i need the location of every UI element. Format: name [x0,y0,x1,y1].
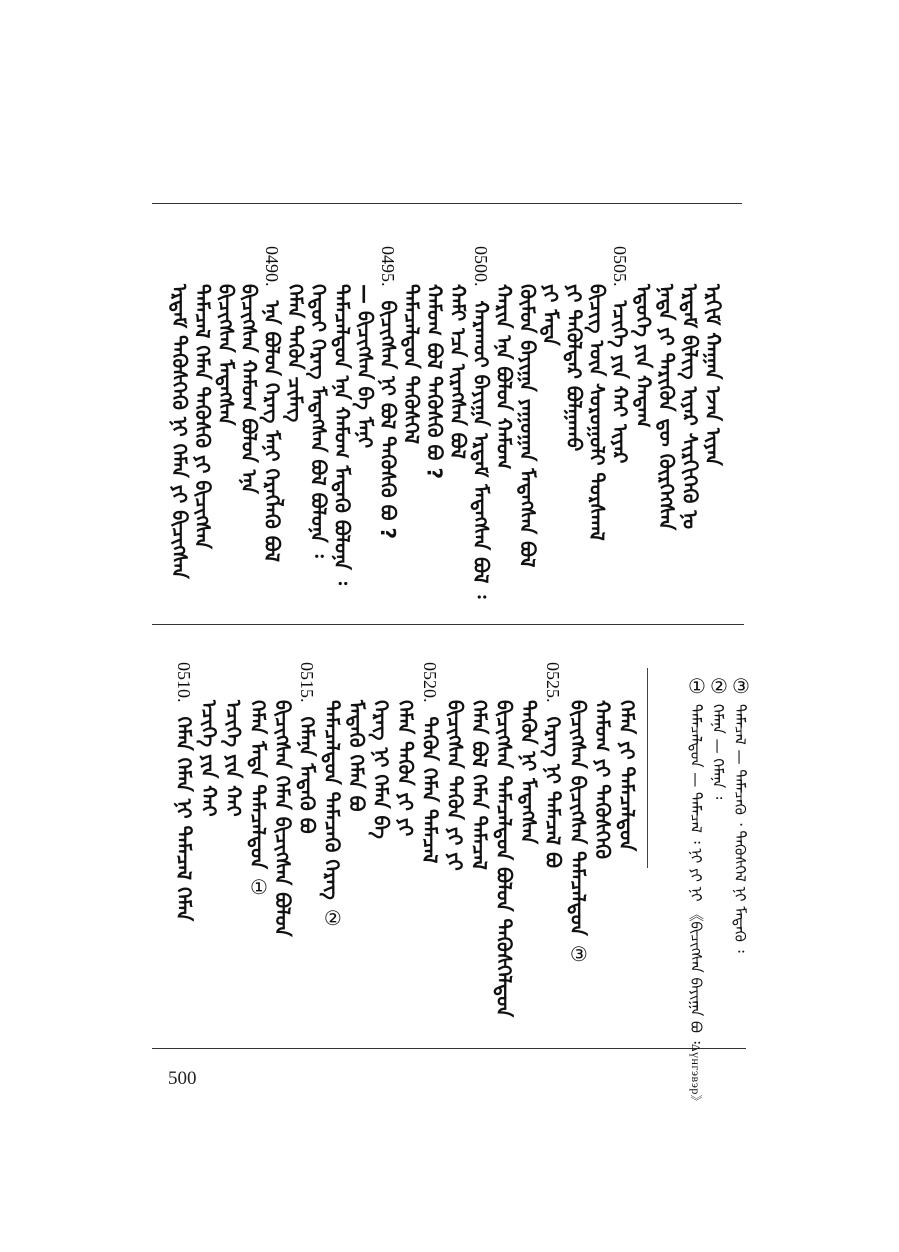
line-text: ᠪᠢᠴᠢᠭᠰᠡᠨ ᠪᠢᠴᠢᠭᠰᠡᠨ ᠲᠡᠮᠡᠴᠡᠯᠳᠦᠨ [565,700,590,936]
line-text: ᠬᠠᠮᠤᠭ ᠪᠤᠯ ᠲᠡᠭᠦᠰᠬᠦ ᠪᠤ ? [422,284,447,480]
footnote-mark: ③ [729,674,751,698]
footnote-reference: ② [320,905,343,930]
line-text: ᠪᠢᠴᠢᠭ᠌ ᠦᠨ ᠰᠤᠷᠤᠭᠤᠯᠢ ᠳᠤᠷᠰᠭᠠᠯ [585,284,609,541]
line-text: ᠬᠠᠮᠢ ᠡᠴᠡ ᠢᠷᠡᠭᠰᠡᠨ ᠪᠤᠯ [445,284,470,459]
line-text: ᠲᠡᠮᠡᠴᠡᠯ — ᠲᠡᠮᠡᠴᠡᠬᠦ ᠂ ᠲᠡᠭᠦᠰᠬᠡᠯ ᠨᠢ ᠮᠡᠳᠡᠬᠦ ᠄ [731,704,749,953]
line-number: 0500. [471,246,491,287]
line-text: ᠪᠢᠴᠢᠭᠰᠡᠨ ᠬᠡᠮᠡᠨ ᠪᠢᠴᠢᠭᠰᠡᠨ ᠪᠤᠯᠤᠨ [270,700,295,937]
footnote-reference: ③ [566,941,589,966]
footnote-line [686,668,706,1107]
line-text: ᠪᠢᠴᠢᠭᠰᠡᠨ ᠲᠡᠭᠦᠨ ᠶᠢ ᠶᠢ [442,700,467,871]
verse-line [260,246,285,563]
verse-line [703,284,723,466]
line-number: 0525. [543,662,564,703]
line-number: 0520. [420,662,441,703]
verse-line [541,662,566,869]
line-text: ᠡᠴᠢᠭᠡ ᠶᠢᠨ ᠬᠠᠢ ᠢᠶᠠᠷ [608,300,633,464]
line-text: ᠬᠦᠮᠦᠨ ᠪᠠᠶᠢᠭᠠ ᠶᠠᠭᠤᠭᠠᠨ ᠮᠡᠳᠡᠭᠰᠡᠨ ᠪᠤᠯ [515,284,540,568]
footnote-line [730,668,750,953]
line-text: ᠲᠡᠮᠡᠴᠡᠯᠳᠦᠨ — ᠲᠡᠮᠡᠴᠡᠯ ᠄ ᠨᠢ ᠶᠢ ᠨᠢ 《ᠪᠢᠴᠢᠭᠰᠡᠨ ᠪᠠᠶᠢᠭᠠ ᠪᠤ ᠄ [687,704,705,1044]
line-text: ᠪᠢᠴᠢᠭᠰᠡᠨ ᠬᠠᠮᠤᠭ ᠪᠤᠯᠤᠨ ᠡᠨᠡ [237,284,261,494]
verse-line [196,700,221,817]
line-text: ᠬᠡᠮᠡᠨᠡ ᠮᠡᠳᠡᠬᠦ ᠪᠤ [295,716,320,834]
verse-line [608,246,633,464]
line-text: ᠡᠨᠡ ᠪᠤᠯᠤᠨ ᠬᠡᠷᠡᠭ ᠮᠠᠨᠢ ᠬᠡᠷᠡᠭᠯᠡᠬᠦ ᠪᠤᠯ [260,300,285,563]
footnote-line [708,668,728,799]
verse-line [329,284,354,585]
verse-line [516,700,541,845]
line-text: ᠲᠡᠮᠡᠴᠡᠯᠳᠦᠨ ᠲᠡᠮᠡᠴᠡᠬᠦ ᠬᠡᠷᠡᠭ [319,700,344,900]
verse-line [590,700,615,860]
line-text: ᠲᠡᠮᠡᠴᠡᠯᠳᠦᠨ ᠡᠨᠡ ᠬᠠᠮᠤᠭ ᠮᠡᠳᠡᠬᠦ ᠪᠤᠯᠤᠨᠠ ᠄ [329,284,354,585]
footnote-divider [647,668,648,868]
middle-rule [152,624,744,625]
verse-line [565,700,590,972]
verse-line [654,284,679,531]
top-rule [152,203,742,204]
verse-line [471,246,491,599]
line-number: 0490. [262,246,283,287]
line-text: ᠲᠡᠭᠦᠨ ᠬᠡᠮᠡᠨ ᠲᠡᠮᠡᠴᠡᠯ [418,716,443,864]
verse-line [295,662,320,834]
line-text: ᠨᠠᠳᠠ ᠶᠢ ᠲᠡᠷᠢᠭᠦᠨ ᠳᠦ ᠬᠦᠷᠭᠡᠭᠰᠡᠨ [654,284,679,531]
verse-line [393,700,418,837]
verse-line [283,284,308,423]
line-text: ᠬᠡᠮᠡᠨ ᠪᠤᠯ ᠬᠡᠮᠡᠨ ᠲᠡᠮᠡᠴᠡᠯ [467,700,492,870]
verse-line [344,700,369,812]
verse-line [445,284,470,459]
page-number: 500 [168,1068,197,1089]
verse-line [677,284,702,530]
line-text: ᠬᠡᠷᠡᠭ ᠨᠢ ᠬᠡᠮᠡᠨ ᠪᠡ [369,700,393,839]
footnote-reference: ① [247,875,269,900]
line-text: ᠪᠢᠴᠢᠭᠰᠡᠨ ᠲᠡᠮᠡᠴᠡᠯᠳᠦᠨ ᠪᠤᠯᠤᠨ ᠲᠡᠭᠦᠰᠬᠡᠯᠳᠦᠨ [492,700,516,1018]
line-text: ᠬᠠᠷᠢᠨ ᠡᠨᠡ ᠪᠤᠯᠤᠨ ᠬᠠᠮᠤᠭ [492,284,517,470]
verse-line [319,700,344,936]
line-text: ᠪᠢᠴᠢᠭᠰᠡᠨ ᠮᠡᠳᠡᠭᠰᠡᠨ [213,284,238,426]
line-text: ᠬᠡᠮᠡᠨ ᠬᠡᠮᠡᠨ ᠨᠢ ᠲᠡᠮᠡᠴᠡᠯ ᠬᠡᠮᠡᠨ [172,716,197,922]
verse-line [422,284,447,480]
bottom-rule [152,1048,746,1049]
verse-line [467,700,492,870]
verse-line [617,700,637,851]
verse-line [371,700,391,839]
line-text: ᠬᠡᠮᠡᠨ ᠲᠡᠭᠦᠨ ᠴᠢᠮᠡᠭ [283,284,308,423]
line-text: ᠬᠡᠮᠡᠨ ᠲᠡᠭᠦᠨ ᠶᠢ ᠶᠢ [393,700,418,837]
verse-line [190,284,215,549]
verse-line [221,700,246,817]
verse-line [355,284,375,448]
verse-line [239,284,259,494]
line-text: ᠬᠡᠮᠡᠨ ᠮᠡᠳᠡ ᠲᠡᠮᠡᠴᠡᠯᠳᠦᠨ [246,700,270,870]
line-text: ᠬᠡᠮᠡᠨ ᠶᠢ ᠲᠡᠮᠡᠴᠡᠯᠳᠦᠨ [615,700,639,852]
verse-line [494,700,514,1017]
line-text: ᠪᠢᠴᠢᠭᠰᠡᠨ ᠨᠢ ᠪᠤᠯ ᠲᠡᠭᠦᠰᠬᠦ ᠪᠤ ? [376,300,401,540]
verse-line [631,284,656,428]
line-text: ᠡᠳᠦᠭᠡ ᠶᠢᠨ ᠬᠠᠳᠠᠭ [631,284,656,428]
line-text: ᠮᠡᠳᠡᠬᠦ ᠬᠡᠮᠡᠨ ᠪᠤ [344,700,369,812]
verse-line [213,284,238,426]
line-text: ᠶᠢ ᠮᠡᠳᠡ [538,284,563,346]
line-text: ᠲᠡᠮᠡᠴᠡᠯᠳᠦᠨ ᠲᠡᠭᠦᠰᠬᠡᠯ [399,284,424,445]
line-number: 0505. [610,246,631,287]
line-text: ᠡᠷᠳᠡᠮ ᠪᠢᠯᠢᠭ ᠢᠶᠡᠷ ᠰᠢᠷᠭᠢᠭᠡᠬᠦ ᠨᠤ [677,284,702,530]
verse-line [538,284,563,346]
verse-line [270,700,295,937]
verse-line [172,662,197,922]
line-text: ᠬᠡᠮᠡᠨᠡ — ᠬᠡᠮᠡᠨᠡ ᠄ [709,704,727,800]
line-text: ᠡᠴᠢᠭᠡ ᠶᠢᠨ ᠬᠠᠢ [221,700,246,817]
footnote-mark: ② [707,674,729,698]
verse-line [167,284,192,579]
verse-line [418,662,443,864]
footnote-mark: ① [685,674,707,698]
verse-line [399,284,424,445]
line-text: ᠬᠠᠮᠤᠭ ᠶᠢ ᠲᠡᠭᠦᠰᠬᠡᠬᠦ [590,700,615,860]
verse-line [587,284,607,541]
line-text: ᠬᠠᠷᠠᠬᠤᠢ ᠪᠠᠶᠢᠭᠠ ᠡᠷᠳᠡᠮ ᠮᠡᠳᠡᠭᠰᠡᠨ ᠪᠤᠯ ᠄ [469,300,493,599]
verse-line [442,700,467,871]
line-text: ᠬᠡᠳᠦᠢ ᠬᠡᠷᠡᠭ ᠮᠡᠳᠡᠭᠰᠡᠨ ᠪᠤᠯ ᠪᠤᠯᠤᠨᠠ ᠄ [306,284,331,558]
verse-line [492,284,517,470]
line-text: ᠬᠡᠷᠡᠭ ᠨᠢ ᠲᠡᠮᠡᠴᠡᠯ ᠪᠤ [541,716,566,869]
footnote-source-title: Δүнгэвэр》 [689,1043,703,1108]
verse-line [248,700,268,905]
verse-line [306,284,331,558]
line-text: ᠡᠴᠢᠭᠡ ᠶᠢᠨ ᠬᠠᠢ [196,700,221,817]
line-number: 0510. [174,662,195,703]
verse-line [376,246,401,540]
line-text: ᠡᠷᠳᠡᠮ ᠲᠡᠭᠦᠰᠬᠡᠬᠦ ᠨᠢ ᠬᠡᠮᠡᠨ ᠶᠢ ᠪᠢᠴᠢᠭᠰᠡᠨ [167,284,192,579]
verse-line [515,284,540,568]
line-text: — ᠪᠢᠴᠢᠭᠰᠡᠨ ᠪᠠ ᠮᠠᠨᠢ [353,284,377,449]
line-number: 0495. [378,246,399,287]
line-text: ᠶᠢ ᠲᠡᠭᠦᠯᠳᠡᠷ ᠪᠤᠯᠭᠠᠬᠤ [561,284,586,452]
line-text: ᠲᠡᠭᠦᠨ ᠨᠢ ᠮᠡᠳᠡᠭᠰᠡᠨ [516,700,541,845]
line-number: 0515. [297,662,318,703]
line-text: ᠡᠷᠬᠢᠮ ᠬᠠᠭᠠᠨ ᠡᠵᠡᠨ ᠢᠶᠡᠨ [701,284,725,466]
verse-line [561,284,586,452]
line-text: ᠲᠡᠮᠡᠴᠡᠯ ᠬᠡᠮᠡᠨ ᠲᠡᠭᠦᠰᠬᠦ ᠶᠢ ᠪᠢᠴᠢᠭᠰᠡᠨ [190,284,215,549]
